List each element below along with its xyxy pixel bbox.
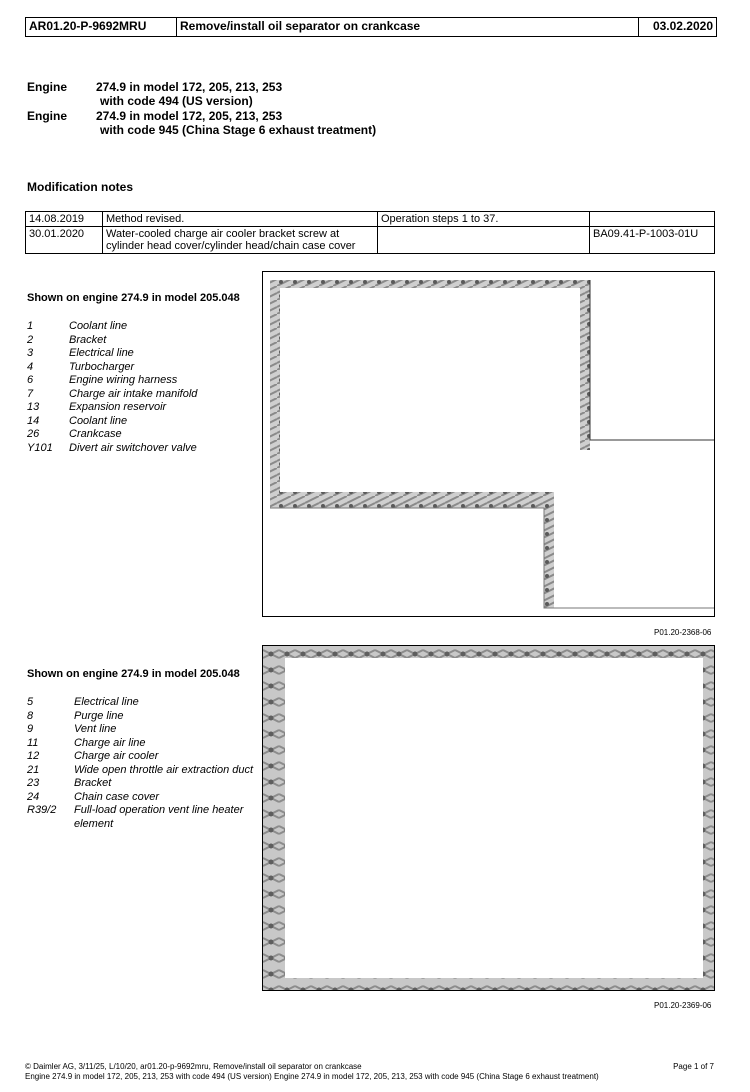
- mod-ref[interactable]: BA09.41-P-1003-01U: [590, 227, 715, 254]
- modification-notes-title: Modification notes: [27, 180, 133, 194]
- page-number: Page 1 of 7: [673, 1062, 714, 1071]
- legend-number: 23: [27, 777, 40, 789]
- legend-item: [27, 415, 257, 429]
- legend-number: 8: [27, 709, 34, 722]
- table-row: [26, 212, 715, 227]
- mod-date: 30.01.2020: [26, 227, 103, 254]
- legend-number: 3: [27, 347, 34, 359]
- mod-date: 14.08.2019: [26, 212, 103, 227]
- mod-ops: [378, 227, 590, 254]
- figure2-legend: [27, 696, 257, 831]
- legend-text: Engine wiring harness: [69, 374, 178, 386]
- legend-number: 24: [27, 790, 40, 803]
- engine-code: with code 945 (China Stage 6 exhaust treatment): [100, 123, 377, 137]
- figure1-image: [262, 271, 715, 617]
- engine-photo-2: [263, 646, 714, 990]
- mod-note: Method revised.: [103, 212, 378, 227]
- legend-text: Charge air cooler: [74, 750, 159, 762]
- legend-item: [27, 361, 257, 375]
- document-id: AR01.20-P-9692MRU: [26, 18, 177, 36]
- legend-number: 5: [27, 696, 34, 708]
- legend-text: Bracket: [74, 777, 112, 789]
- footer-applicability: Engine 274.9 in model 172, 205, 213, 253 with code 494 (US version) Engine 274.9 in model 172, 205, 213, 253 with code 945 (China Stage 6 exhaust treatment): [25, 1072, 599, 1081]
- legend-text: Charge air intake manifold: [69, 387, 198, 400]
- legend-number: 6: [27, 374, 34, 386]
- legend-text: Electrical line: [69, 347, 134, 359]
- legend-number: 21: [27, 763, 40, 776]
- legend-text: Chain case cover: [74, 790, 159, 803]
- legend-number: 4: [27, 360, 34, 373]
- figure1-legend: [27, 320, 257, 455]
- legend-number: 12: [27, 750, 40, 762]
- engine-line-1: [27, 80, 627, 108]
- document-header: [25, 17, 717, 37]
- legend-text: Coolant line: [69, 320, 128, 332]
- legend-number: 26: [27, 428, 40, 440]
- mod-ops: Operation steps 1 to 37.: [378, 212, 590, 227]
- legend-item: [27, 764, 257, 778]
- legend-number: 13: [27, 401, 40, 413]
- figure1-caption: Shown on engine 274.9 in model 205.048: [27, 292, 240, 304]
- legend-text: Expansion reservoir: [69, 401, 167, 413]
- legend-item: [27, 737, 257, 751]
- legend-text: Wide open throttle air extraction duct: [74, 763, 254, 776]
- legend-number: R39/2: [27, 804, 57, 816]
- legend-item: [27, 804, 257, 831]
- engine-label: Engine: [27, 80, 68, 94]
- legend-text: Bracket: [69, 333, 107, 346]
- figure2-caption: Shown on engine 274.9 in model 205.048: [27, 668, 240, 680]
- legend-item: [27, 791, 257, 805]
- legend-text: Crankcase: [69, 428, 122, 440]
- legend-item: [27, 428, 257, 442]
- mod-ref: [590, 212, 715, 227]
- legend-number: 7: [27, 387, 34, 400]
- legend-item: [27, 347, 257, 361]
- figure2-ref: P01.20-2369-06: [654, 1001, 712, 1010]
- legend-item: [27, 320, 257, 334]
- legend-text: Full-load operation vent line heater element: [74, 804, 244, 830]
- legend-text: Purge line: [74, 709, 124, 722]
- footer: [25, 1062, 599, 1082]
- figure2-image: [262, 645, 715, 991]
- modification-table: [25, 211, 715, 254]
- document-date: 03.02.2020: [652, 19, 713, 33]
- legend-text: Divert air switchover valve: [69, 441, 197, 454]
- legend-number: 9: [27, 723, 34, 735]
- legend-number: 11: [27, 736, 39, 749]
- legend-item: [27, 388, 257, 402]
- engine-models: 274.9 in model 172, 205, 213, 253: [96, 109, 283, 123]
- legend-item: [27, 442, 257, 456]
- engine-models: 274.9 in model 172, 205, 213, 253: [96, 80, 283, 94]
- legend-item: [27, 750, 257, 764]
- legend-text: Coolant line: [69, 414, 128, 427]
- table-row: [26, 227, 715, 254]
- legend-text: Turbocharger: [69, 360, 135, 373]
- engine-photo-1: [263, 272, 714, 616]
- legend-number: 1: [27, 320, 34, 332]
- engine-code: with code 494 (US version): [100, 94, 253, 108]
- legend-item: [27, 374, 257, 388]
- legend-item: [27, 401, 257, 415]
- legend-number: 2: [27, 333, 34, 346]
- legend-item: [27, 710, 257, 724]
- legend-text: Vent line: [74, 723, 117, 735]
- engine-label: Engine: [27, 109, 68, 123]
- footer-copyright: © Daimler AG, 3/11/25, L/10/20, ar01.20-p-9692mru, Remove/install oil separator on crankcase: [25, 1062, 362, 1071]
- document-title: Remove/install oil separator on crankcase: [177, 18, 639, 36]
- legend-number: 14: [27, 414, 40, 427]
- legend-item: [27, 723, 257, 737]
- engine-line-2: [27, 109, 627, 137]
- legend-item: [27, 696, 257, 710]
- legend-number: Y101: [27, 441, 53, 454]
- mod-note: Water-cooled charge air cooler bracket screw at cylinder head cover/cylinder head/chain case cover: [103, 227, 378, 254]
- figure1-ref: P01.20-2368-06: [654, 628, 712, 637]
- legend-item: [27, 334, 257, 348]
- legend-text: Electrical line: [74, 696, 139, 708]
- legend-text: Charge air line: [74, 736, 146, 749]
- legend-item: [27, 777, 257, 791]
